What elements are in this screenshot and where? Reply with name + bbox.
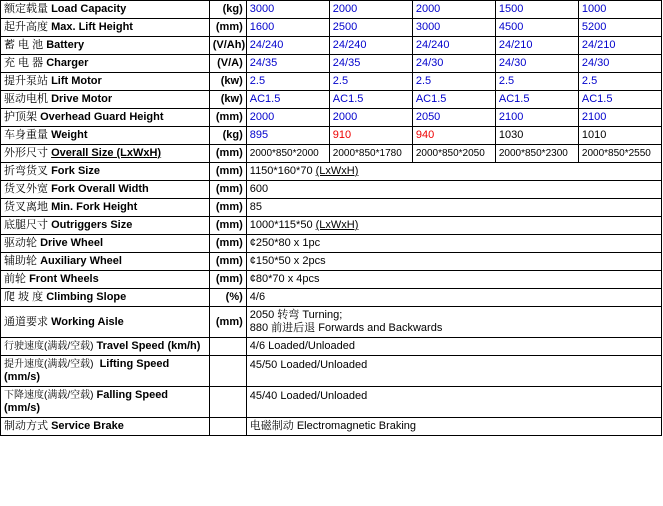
row-unit: (kg)	[209, 127, 246, 145]
cell-value: 2500	[329, 19, 412, 37]
cell-value: 600	[246, 181, 661, 199]
table-row	[1, 37, 662, 55]
table-row	[1, 307, 662, 338]
table-row	[1, 199, 662, 217]
row-unit: (mm)	[209, 217, 246, 235]
cell-value: 2000	[412, 1, 495, 19]
cell-value: 1500	[495, 1, 578, 19]
table-row	[1, 181, 662, 199]
row-unit	[209, 418, 246, 436]
table-row	[1, 289, 662, 307]
table-row	[1, 127, 662, 145]
row-unit: (mm)	[209, 19, 246, 37]
cell-value: 1030	[495, 127, 578, 145]
table-row	[1, 235, 662, 253]
row-label: 爬 坡 度 Climbing Slope	[1, 289, 210, 307]
cell-value: 5200	[578, 19, 661, 37]
table-row	[1, 163, 662, 181]
cell-value: 895	[246, 127, 329, 145]
row-label: 前轮 Front Wheels	[1, 271, 210, 289]
table-row	[1, 109, 662, 127]
cell-value: 910	[329, 127, 412, 145]
cell-value: 2.5	[329, 73, 412, 91]
cell-value: 940	[412, 127, 495, 145]
row-label: 货叉外宽 Fork Overall Width	[1, 181, 210, 199]
cell-value: 24/30	[412, 55, 495, 73]
cell-value: 24/35	[329, 55, 412, 73]
cell-value: 24/240	[329, 37, 412, 55]
table-row	[1, 418, 662, 436]
row-unit	[209, 338, 246, 356]
table-row	[1, 253, 662, 271]
cell-value: 2000	[329, 1, 412, 19]
cell-value: 2000	[329, 109, 412, 127]
row-label: 下降速度(满载/空载) Falling Speed (mm/s)	[1, 387, 210, 418]
cell-value: 24/30	[578, 55, 661, 73]
cell-value: ¢250*80 x 1pc	[246, 235, 661, 253]
cell-value: 4500	[495, 19, 578, 37]
row-label: 提升泵站 Lift Motor	[1, 73, 210, 91]
cell-value: AC1.5	[246, 91, 329, 109]
row-label: 货叉离地 Min. Fork Height	[1, 199, 210, 217]
row-label: 通道要求 Working Aisle	[1, 307, 210, 338]
row-unit: (mm)	[209, 163, 246, 181]
cell-value: AC1.5	[412, 91, 495, 109]
cell-value: 1000*115*50 (LxWxH)	[246, 217, 661, 235]
cell-value: 3000	[412, 19, 495, 37]
row-unit: (mm)	[209, 145, 246, 163]
cell-value: 2000	[246, 109, 329, 127]
cell-value: 电磁制动 Electromagnetic Braking	[246, 418, 661, 436]
table-row	[1, 19, 662, 37]
cell-value: 2.5	[246, 73, 329, 91]
row-unit: (mm)	[209, 109, 246, 127]
cell-value: 1010	[578, 127, 661, 145]
row-unit: (V/Ah)	[209, 37, 246, 55]
row-unit: (mm)	[209, 199, 246, 217]
cell-value: 24/210	[495, 37, 578, 55]
table-row	[1, 91, 662, 109]
cell-value: 2.5	[412, 73, 495, 91]
cell-value: 2000*850*2300	[495, 145, 578, 163]
table-row	[1, 338, 662, 356]
row-label: 护顶架 Overhead Guard Height	[1, 109, 210, 127]
cell-value: 24/240	[246, 37, 329, 55]
cell-value: 4/6	[246, 289, 661, 307]
row-label: 行驶速度(满载/空载) Travel Speed (km/h)	[1, 338, 210, 356]
cell-value: 4/6 Loaded/Unloaded	[246, 338, 661, 356]
table-row	[1, 1, 662, 19]
table-row	[1, 55, 662, 73]
cell-value: 2000*850*2550	[578, 145, 661, 163]
table-row	[1, 73, 662, 91]
cell-value: AC1.5	[495, 91, 578, 109]
row-unit: (kw)	[209, 73, 246, 91]
cell-value: AC1.5	[578, 91, 661, 109]
table-row	[1, 217, 662, 235]
cell-value: 24/240	[412, 37, 495, 55]
row-label: 折弯货叉 Fork Size	[1, 163, 210, 181]
table-row	[1, 356, 662, 387]
cell-value: 45/50 Loaded/Unloaded	[246, 356, 661, 387]
row-unit: (mm)	[209, 235, 246, 253]
row-unit: (mm)	[209, 253, 246, 271]
row-unit: (kg)	[209, 1, 246, 19]
row-label: 充 电 器 Charger	[1, 55, 210, 73]
row-label: 制动方式 Service Brake	[1, 418, 210, 436]
cell-value: ¢150*50 x 2pcs	[246, 253, 661, 271]
row-unit: (mm)	[209, 181, 246, 199]
cell-value: 2.5	[495, 73, 578, 91]
table-row	[1, 387, 662, 418]
row-unit	[209, 387, 246, 418]
cell-value: ¢80*70 x 4pcs	[246, 271, 661, 289]
cell-value: 24/30	[495, 55, 578, 73]
row-label: 底腿尺寸 Outriggers Size	[1, 217, 210, 235]
row-label: 起升高度 Max. Lift Height	[1, 19, 210, 37]
row-unit: (mm)	[209, 271, 246, 289]
row-label: 驱动电机 Drive Motor	[1, 91, 210, 109]
cell-value: 1000	[578, 1, 661, 19]
cell-value: 2.5	[578, 73, 661, 91]
cell-value	[246, 307, 661, 338]
row-label: 驱动轮 Drive Wheel	[1, 235, 210, 253]
cell-value: 24/35	[246, 55, 329, 73]
row-label: 车身重量 Weight	[1, 127, 210, 145]
row-unit: (kw)	[209, 91, 246, 109]
row-unit: (%)	[209, 289, 246, 307]
row-unit	[209, 356, 246, 387]
row-label: 外形尺寸 Overall Size (LxWxH)	[1, 145, 210, 163]
cell-value: 2000*850*2000	[246, 145, 329, 163]
cell-value: 45/40 Loaded/Unloaded	[246, 387, 661, 418]
row-label: 额定载量 Load Capacity	[1, 1, 210, 19]
cell-value: 2100	[578, 109, 661, 127]
row-label: 提升速度(满载/空载) Lifting Speed (mm/s)	[1, 356, 210, 387]
cell-value: 1600	[246, 19, 329, 37]
table-row	[1, 145, 662, 163]
cell-value: 2100	[495, 109, 578, 127]
cell-value: 85	[246, 199, 661, 217]
row-unit: (V/A)	[209, 55, 246, 73]
cell-value: 2000*850*1780	[329, 145, 412, 163]
cell-value: AC1.5	[329, 91, 412, 109]
row-label: 辅助轮 Auxiliary Wheel	[1, 253, 210, 271]
cell-value: 2000*850*2050	[412, 145, 495, 163]
cell-value: 3000	[246, 1, 329, 19]
aisle-turning: 2050 转弯 Turning;	[249, 309, 343, 321]
row-label: 蓄 电 池 Battery	[1, 37, 210, 55]
cell-value: 2050	[412, 109, 495, 127]
cell-value: 24/210	[578, 37, 661, 55]
cell-value: 1150*160*70 (LxWxH)	[246, 163, 661, 181]
row-unit: (mm)	[209, 307, 246, 338]
table-row	[1, 271, 662, 289]
aisle-forwards-backwards: 880 前进后退 Forwards and Backwards	[249, 322, 443, 334]
